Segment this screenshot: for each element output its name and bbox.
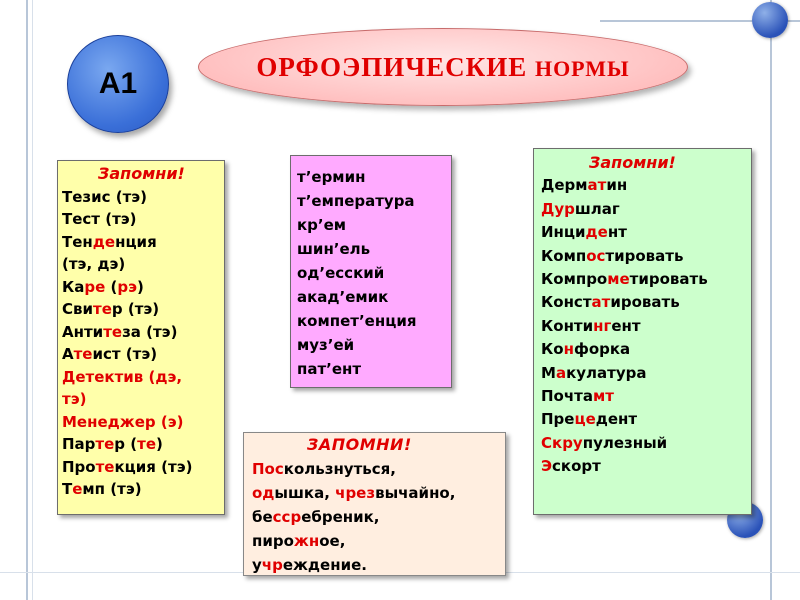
list-item-segment: те	[95, 435, 115, 453]
list-item-segment: ировать	[610, 293, 680, 312]
list-item	[62, 276, 224, 299]
list-item	[541, 432, 751, 455]
list-item-segment: ат	[591, 293, 611, 312]
list-item-segment: )	[156, 435, 163, 453]
list-item	[541, 245, 751, 268]
list-item-segment: еждение.	[282, 556, 367, 574]
list-item	[62, 433, 224, 456]
list-item-segment: Инци	[541, 223, 586, 242]
list-item: муз’ей	[297, 336, 355, 354]
list-item-segment: Компро	[541, 270, 608, 289]
list-item-segment: кользнуться,	[283, 460, 396, 478]
list-item	[62, 478, 224, 501]
list-item-segment: у	[252, 556, 262, 574]
list-item	[62, 388, 224, 411]
list-item: компет’енция	[297, 312, 417, 330]
list-item-segment: ос	[586, 246, 606, 265]
list-item-segment: нг	[593, 316, 612, 335]
list-item-segment: Сви	[62, 300, 94, 318]
list-item-segment: А	[62, 345, 74, 363]
list-item-segment: пулезный	[582, 433, 668, 452]
list-item-segment: Конст	[541, 293, 592, 312]
list-item: т’емпература	[297, 192, 415, 210]
list-item	[62, 298, 224, 321]
list-item-segment: ат	[587, 176, 607, 195]
list-item-segment: Ко	[541, 340, 564, 359]
list-item-segment: тировать	[605, 246, 684, 265]
list-item	[252, 529, 505, 553]
list-item-segment: Комп	[541, 246, 587, 265]
list-item-segment: Конти	[541, 316, 594, 335]
list-item-segment: мт	[592, 387, 614, 406]
list-item	[541, 268, 751, 291]
list-item-segment: кулатура	[566, 363, 647, 382]
list-item	[62, 411, 224, 434]
list-item-segment: е	[72, 480, 83, 498]
list-item-segment: )	[176, 412, 184, 431]
list-item-segment: дент	[595, 410, 638, 429]
list-item	[541, 385, 751, 408]
list-item-segment: Пре	[541, 410, 575, 429]
list-item	[541, 338, 751, 361]
list-item-segment: Дерм	[541, 176, 588, 195]
list-item-segment: те	[73, 345, 93, 363]
list-item-segment: Ме	[62, 412, 88, 431]
list-item-segment: ое,	[319, 532, 346, 550]
list-item-segment: Ка	[62, 277, 85, 296]
list-item-segment: сср	[272, 508, 302, 526]
task-badge-label: А1	[98, 67, 138, 100]
task-badge	[67, 35, 169, 133]
list-item-segment: рэ	[117, 277, 138, 296]
frame-line-left-inner	[32, 0, 33, 600]
list-item-segment: нция	[115, 232, 157, 251]
list-item	[541, 315, 751, 338]
list-item-segment: Детектив (дэ,	[62, 367, 183, 386]
left-box-heading: Запомни!	[98, 164, 185, 183]
list-item	[541, 221, 751, 244]
list-item	[541, 455, 751, 478]
list-item-segment: Пар	[62, 435, 96, 453]
list-item	[62, 186, 224, 209]
list-item	[62, 456, 224, 479]
list-item-segment: р (	[114, 435, 138, 453]
list-item	[62, 366, 224, 389]
list-item-segment: те	[95, 457, 115, 476]
list-item-segment: од	[252, 484, 275, 502]
list-item-segment: (тэ, дэ)	[62, 255, 126, 273]
list-item	[541, 362, 751, 385]
list-item-segment: ент	[611, 316, 641, 335]
list-item-segment: Пос	[252, 460, 284, 478]
list-item-segment: Почта	[541, 387, 593, 406]
list-item-segment: Тен	[62, 232, 93, 251]
list-item	[252, 481, 505, 505]
list-item-segment: те	[93, 300, 112, 318]
list-item-segment: нт	[607, 223, 627, 242]
list-item-segment: Анти	[62, 322, 104, 341]
list-item-segment: э	[167, 412, 177, 431]
list-item: акад’емик	[297, 288, 389, 306]
frame-line-right	[770, 0, 772, 600]
list-item-segment: форка	[573, 340, 631, 359]
mid-box-list	[297, 165, 451, 381]
list-item-segment: ме	[607, 270, 630, 289]
list-item-segment: Э	[541, 457, 553, 476]
list-item-segment: (	[105, 277, 118, 296]
list-item-segment: чр	[261, 556, 283, 574]
list-item: од’есский	[297, 264, 385, 282]
list-item-segment: а	[555, 363, 567, 382]
list-item-segment: мп (тэ)	[82, 480, 142, 498]
title-small: НОРМЫ	[534, 55, 630, 81]
list-item-segment: шлаг	[574, 199, 620, 218]
bottom-box-heading: ЗАПОМНИ!	[307, 435, 412, 454]
list-item-segment: бе	[252, 508, 273, 526]
list-item	[252, 505, 505, 529]
list-item	[62, 231, 224, 254]
list-item-segment: жн	[293, 532, 320, 550]
list-item-segment: скорт	[552, 457, 601, 476]
list-item-segment: Дур	[541, 199, 575, 218]
bottom-box-list	[252, 457, 505, 577]
list-item-segment: Т	[62, 480, 73, 498]
list-item	[62, 321, 224, 344]
list-item-segment: Тезис (тэ)	[62, 187, 148, 206]
frame-line-left	[26, 0, 28, 600]
list-item	[541, 198, 751, 221]
list-item-segment: ист (тэ)	[92, 345, 158, 363]
rules-box-middle	[290, 155, 452, 388]
title-banner	[198, 28, 688, 106]
list-item-segment: це	[574, 410, 596, 429]
list-item-segment: Скру	[541, 433, 583, 452]
list-item	[541, 174, 751, 197]
list-item-segment: за (тэ)	[122, 322, 178, 341]
list-item: т’ермин	[297, 168, 366, 186]
list-item-segment: ре	[84, 277, 106, 296]
list-item	[541, 408, 751, 431]
rules-box-right	[533, 148, 752, 515]
list-item-segment: де	[585, 223, 608, 242]
list-item-segment: те	[137, 435, 156, 453]
list-item-segment: те	[103, 322, 123, 341]
list-item-segment: )	[137, 277, 144, 296]
list-item-segment: ин	[606, 176, 628, 195]
list-item	[252, 553, 505, 577]
list-item	[541, 291, 751, 314]
list-item-segment: пиро	[252, 532, 294, 550]
list-item-segment: не	[87, 412, 108, 431]
list-item-segment: де	[92, 232, 116, 251]
page-title	[256, 52, 629, 83]
list-item	[252, 457, 505, 481]
title-main: ОРФОЭПИЧЕСКИЕ	[256, 51, 535, 82]
list-item	[62, 208, 224, 231]
list-item-segment: тировать	[629, 270, 708, 289]
list-item-segment: кция (тэ)	[114, 457, 193, 476]
list-item-segment: джер (	[107, 412, 168, 431]
list-item-segment: М	[541, 363, 556, 382]
list-item	[62, 343, 224, 366]
list-item: шин’ель	[297, 240, 371, 258]
list-item-segment: ебреник,	[301, 508, 380, 526]
list-item-segment: н	[563, 340, 574, 359]
rules-box-left	[57, 160, 225, 515]
list-item-segment: Тест (тэ)	[62, 210, 137, 228]
list-item-segment: вычайно,	[375, 484, 456, 502]
list-item: пат’ент	[297, 360, 362, 378]
list-item-segment: тэ)	[62, 390, 87, 408]
list-item-segment: Про	[62, 457, 96, 476]
list-item: кр’ем	[297, 216, 347, 234]
list-item	[62, 253, 224, 276]
list-item-segment: чрез	[335, 484, 376, 502]
rules-box-bottom	[243, 432, 506, 576]
decor-circle-top	[752, 2, 788, 38]
list-item-segment: ышка,	[274, 484, 336, 502]
left-box-list	[62, 186, 224, 501]
list-item-segment: р (тэ)	[111, 300, 160, 318]
right-box-list	[541, 174, 751, 478]
right-box-heading: Запомни!	[589, 153, 676, 172]
